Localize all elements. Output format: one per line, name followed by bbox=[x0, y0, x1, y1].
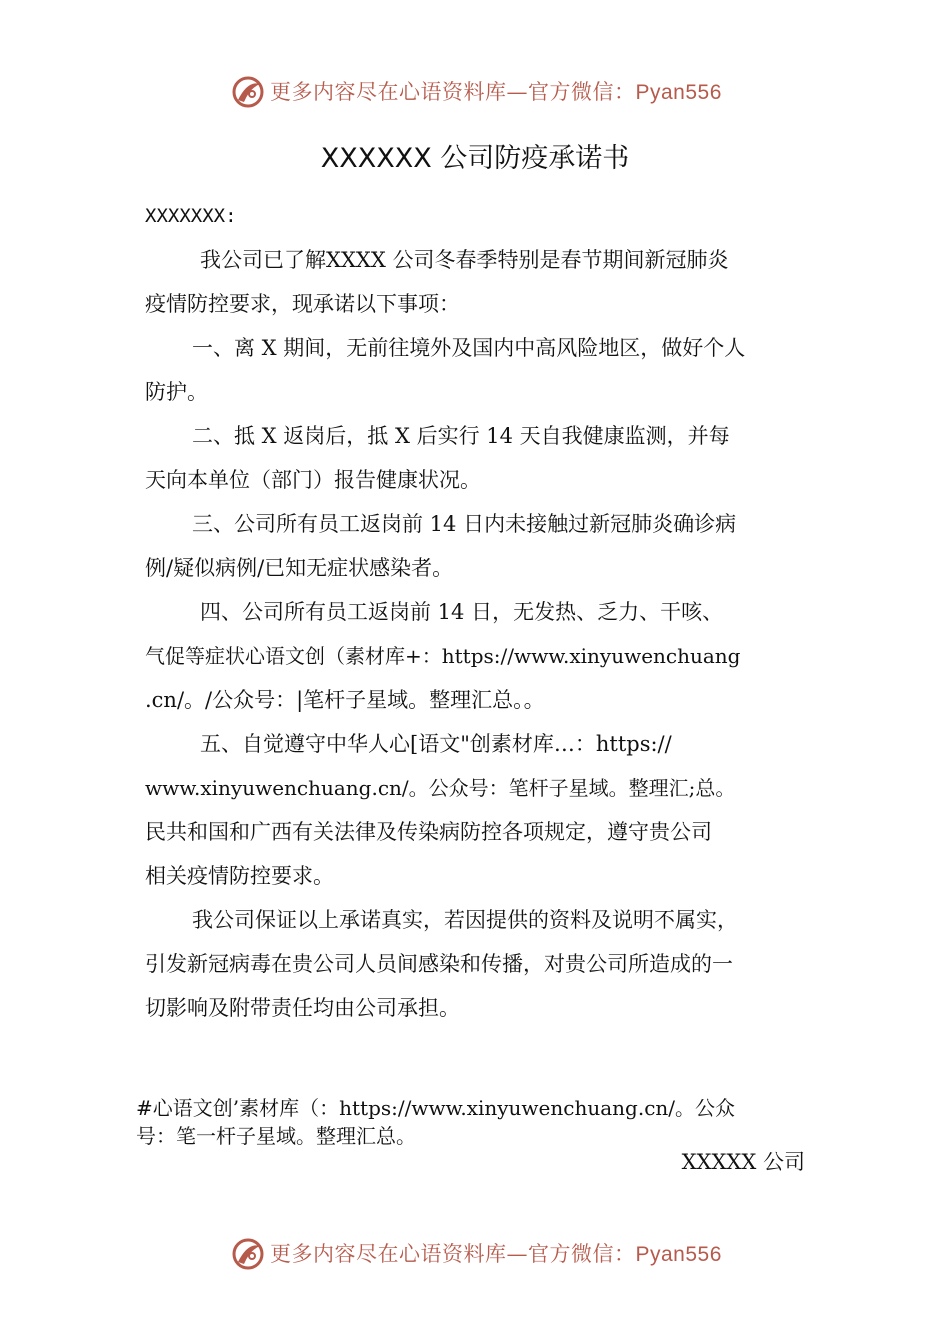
body-line: 三、公司所有员工返岗前 14 日内未接触过新冠肺炎确诊病 bbox=[192, 512, 737, 536]
body-line: 气促等症状心语文创（素材库+：https://www.xinyuwenchuang bbox=[145, 644, 741, 668]
body-line: 我公司已了解XXXX 公司冬春季特别是春节期间新冠肺炎 bbox=[200, 248, 729, 272]
body-line: 我公司保证以上承诺真实，若因提供的资料及说明不属实， bbox=[192, 908, 738, 932]
footnote-line: 号：笔一杆子星域。整理汇总。 bbox=[136, 1124, 416, 1148]
body-line: 例/疑似病例/已知无症状感染者。 bbox=[145, 556, 454, 580]
body-line: 五、自觉遵守中华人心[语文"创素材库…：https:// bbox=[200, 732, 672, 756]
salutation: XXXXXXX: bbox=[145, 205, 237, 227]
body-line: 二、抵 X 返岗后，抵 X 后实行 14 天自我健康监测，并每 bbox=[192, 424, 730, 448]
watermark-logo-icon bbox=[230, 1236, 266, 1272]
body-line: 切影响及附带责任均由公司承担。 bbox=[145, 996, 460, 1020]
watermark-banner-bottom bbox=[0, 1232, 950, 1272]
watermark-logo-icon bbox=[230, 74, 266, 110]
body-line: 四、公司所有员工返岗前 14 日，无发热、乏力、干咳、 bbox=[200, 600, 724, 624]
body-line: 相关疫情防控要求。 bbox=[145, 864, 334, 888]
body-line: 民共和国和广西有关法律及传染病防控各项规定，遵守贵公司 bbox=[145, 820, 712, 844]
body-line: 一、离 X 期间，无前往境外及国内中高风险地区，做好个人 bbox=[192, 336, 746, 360]
body-line: .cn/。/公众号：|笔杆子星域。整理汇总。。 bbox=[145, 688, 545, 712]
body-line: 疫情防控要求，现承诺以下事项： bbox=[145, 292, 460, 316]
body-line: 防护。 bbox=[145, 380, 208, 404]
body-line: 天向本单位（部门）报告健康状况。 bbox=[145, 468, 481, 492]
body-line: 引发新冠病毒在贵公司人员间感染和传播，对贵公司所造成的一 bbox=[145, 952, 733, 976]
footnote-line: #心语文创’素材库（：https://www.xinyuwenchuang.cn/。公众 bbox=[136, 1096, 736, 1120]
watermark-banner-top bbox=[0, 70, 950, 110]
body-line: www.xinyuwenchuang.cn/。公众号：笔杆子星域。整理汇;总。 bbox=[145, 776, 736, 800]
watermark-text: 更多内容尽在心语资料库—官方微信：Pyan556 bbox=[270, 1242, 722, 1266]
signature-company: XXXXX 公司 bbox=[681, 1150, 805, 1174]
document-title: XXXXXX 公司防疫承诺书 bbox=[320, 143, 630, 174]
watermark-text: 更多内容尽在心语资料库—官方微信：Pyan556 bbox=[270, 80, 722, 104]
